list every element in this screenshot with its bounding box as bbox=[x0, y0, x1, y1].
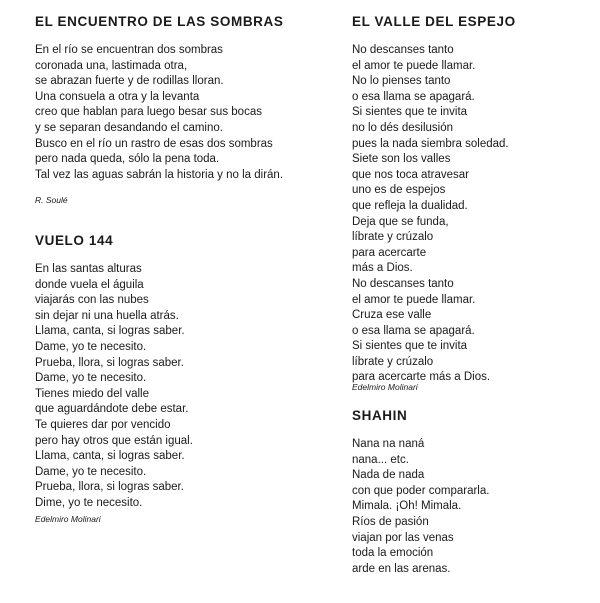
poem-title-vuelo-144: VUELO 144 bbox=[35, 233, 114, 248]
poem-line: Tienes miedo del valle bbox=[35, 387, 149, 400]
poem-line: o esa llama se apagará. bbox=[352, 324, 475, 337]
poem-author-encuentro: R. Soulé bbox=[35, 195, 68, 205]
poem-line: creo que hablan para luego besar sus bocas bbox=[35, 106, 262, 119]
poem-line: no lo dés desilusión bbox=[352, 121, 454, 134]
poem-line: toda la emoción bbox=[352, 547, 434, 560]
poem-line: viajan por las venas bbox=[352, 531, 454, 544]
poem-line: Dame, yo te necesito. bbox=[35, 340, 147, 353]
poem-author-valle-espejo: Edelmiro Molinari bbox=[352, 382, 418, 392]
poem-line: Siete son los valles bbox=[352, 153, 451, 166]
poem-line: sin dejar ni una huella atrás. bbox=[35, 309, 179, 322]
poem-line: Deja que se funda, bbox=[352, 215, 449, 228]
poem-line: con que poder compararla. bbox=[352, 484, 490, 497]
poem-line: el amor te puede llamar. bbox=[352, 59, 476, 72]
poem-line: En las santas alturas bbox=[35, 263, 142, 275]
poem-line: Nada de nada bbox=[352, 469, 425, 482]
poem-line: Te quieres dar por vencido bbox=[35, 418, 171, 431]
poem-line: pero hay otros que están igual. bbox=[35, 434, 193, 447]
poem-line: Prueba, llora, si logras saber. bbox=[35, 481, 184, 494]
poem-line: Dame, yo te necesito. bbox=[35, 465, 147, 478]
poem-line: Dame, yo te necesito. bbox=[35, 372, 147, 385]
poem-title-valle-espejo: EL VALLE DEL ESPEJO bbox=[352, 14, 516, 29]
poem-line: que nos toca atravesar bbox=[352, 168, 469, 181]
poem-line: pero nada queda, sólo la pena toda. bbox=[35, 153, 220, 166]
poem-line: Dime, yo te necesito. bbox=[35, 496, 143, 509]
poem-title-encuentro: EL ENCUENTRO DE LAS SOMBRAS bbox=[35, 14, 284, 29]
poem-line: para acercarte más a Dios. bbox=[352, 371, 491, 384]
poem-line: viajarás con las nubes bbox=[35, 294, 149, 307]
poem-line: Mimala. ¡Oh! Mimala. bbox=[352, 500, 462, 513]
poem-line: Ríos de pasión bbox=[352, 515, 429, 528]
poem-author-vuelo-144: Edelmiro Molinari bbox=[35, 514, 101, 524]
poem-body-encuentro bbox=[35, 43, 283, 183]
poem-line: Una consuela a otra y la levanta bbox=[35, 90, 200, 103]
poem-body-shahin bbox=[352, 437, 489, 577]
poem-line: En el río se encuentran dos sombras bbox=[35, 44, 223, 56]
poem-line: No descanses tanto bbox=[352, 277, 454, 290]
poem-line: Si sientes que te invita bbox=[352, 106, 468, 119]
poem-line: que aguardándote debe estar. bbox=[35, 403, 189, 416]
poem-title-shahin: SHAHIN bbox=[352, 408, 408, 423]
poem-line: se abrazan fuerte y de rodillas lloran. bbox=[35, 75, 224, 88]
poem-line: Busco en el río un rastro de esas dos sombras bbox=[35, 137, 273, 150]
poem-line: pues la nada siembra soledad. bbox=[352, 137, 509, 150]
poem-body-valle-espejo bbox=[352, 43, 509, 386]
poem-line: que refleja la dualidad. bbox=[352, 199, 468, 212]
poem-line: Llama, canta, si logras saber. bbox=[35, 450, 185, 463]
poem-line: coronada una, lastimada otra, bbox=[35, 59, 188, 72]
poem-line: Prueba, llora, si logras saber. bbox=[35, 356, 184, 369]
poem-line: Nana na naná bbox=[352, 438, 425, 450]
poem-line: y se separan desandando el camino. bbox=[35, 121, 223, 134]
poem-line: para acercarte bbox=[352, 246, 427, 259]
poem-line: más a Dios. bbox=[352, 262, 413, 275]
poem-line: donde vuela el águila bbox=[35, 278, 144, 291]
poem-line: o esa llama se apagará. bbox=[352, 90, 475, 103]
poem-line: Tal vez las aguas sabrán la historia y no la dirán. bbox=[35, 168, 284, 181]
poem-line: líbrate y crúzalo bbox=[352, 231, 434, 244]
poem-line: el amor te puede llamar. bbox=[352, 293, 476, 306]
poem-line: uno es de espejos bbox=[352, 184, 446, 197]
poem-line: Si sientes que te invita bbox=[352, 340, 468, 353]
poem-line: arde en las arenas. bbox=[352, 562, 451, 575]
poem-line: No descanses tanto bbox=[352, 44, 454, 56]
poem-line: líbrate y crúzalo bbox=[352, 355, 434, 368]
poem-body-vuelo-144 bbox=[35, 262, 193, 512]
poem-line: Cruza ese valle bbox=[352, 309, 432, 322]
poem-line: Llama, canta, si logras saber. bbox=[35, 325, 185, 338]
poem-line: No lo pienses tanto bbox=[352, 75, 451, 88]
poem-line: nana... etc. bbox=[352, 453, 409, 466]
